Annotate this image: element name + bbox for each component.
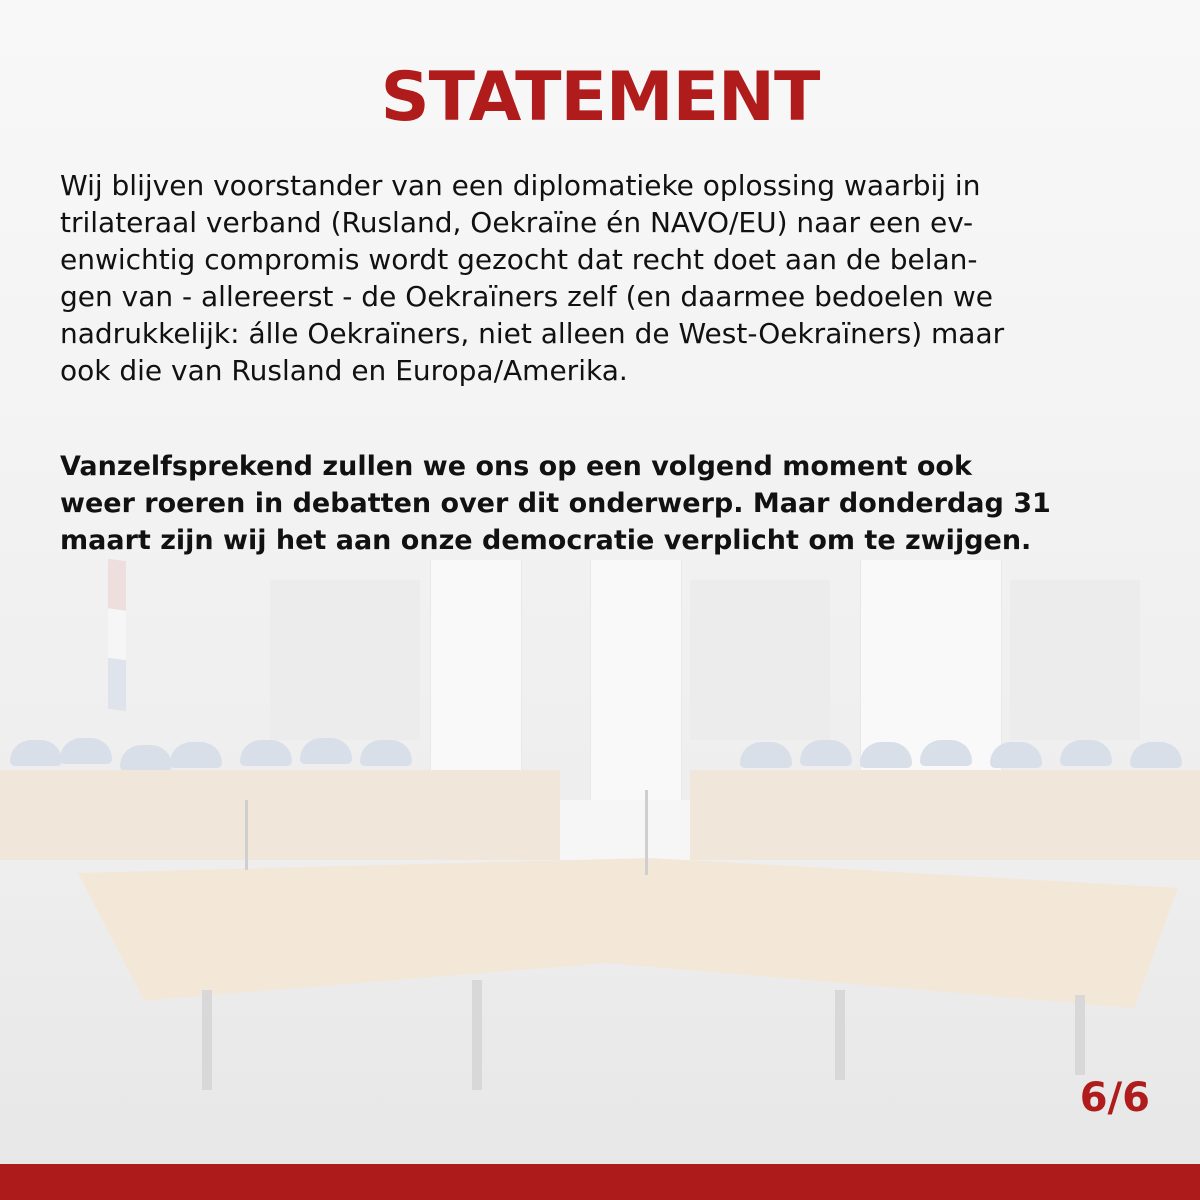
background-seat: [800, 740, 852, 766]
paragraph-line: maart zijn wij het aan onze democratie verplicht om te zwijgen.: [60, 525, 1032, 556]
background-seat: [60, 738, 112, 764]
statement-title: STATEMENT: [380, 58, 820, 137]
background-wall-panel: [270, 580, 420, 740]
background-seat: [240, 740, 292, 766]
paragraph-line: ook die van Rusland en Europa/Amerika.: [60, 354, 628, 387]
background-table-leg: [202, 990, 212, 1090]
background-desk-row: [0, 770, 560, 865]
background-table-leg: [1075, 995, 1085, 1075]
background-microphone: [645, 790, 648, 875]
paragraph-line: nadrukkelijk: álle Oekraïners, niet alleen de West-Oekraïners) maar: [60, 317, 1005, 350]
background-seat: [740, 742, 792, 768]
background-seat: [860, 742, 912, 768]
page-counter: 6/6: [1079, 1075, 1150, 1121]
background-desk-row: [690, 770, 1200, 860]
background-wall-panel: [1010, 580, 1140, 740]
background-seat: [300, 738, 352, 764]
background-seat: [1060, 740, 1112, 766]
paragraph-line: enwichtig compromis wordt gezocht dat recht doet aan de belan-: [60, 243, 978, 276]
background-seat: [1130, 742, 1182, 768]
footer-bar: [0, 1164, 1200, 1200]
statement-paragraph: [60, 167, 1150, 389]
background-seat: [10, 740, 62, 766]
background-pillar: [430, 560, 522, 800]
background-seat: [990, 742, 1042, 768]
background-seat: [360, 740, 412, 766]
background-seat: [170, 742, 222, 768]
paragraph-line: Wij blijven voorstander van een diplomatieke oplossing waarbij in: [60, 169, 981, 202]
background-table-leg: [835, 990, 845, 1080]
background-flag: [108, 559, 126, 712]
background-table-leg: [472, 980, 482, 1090]
paragraph-line: trilateraal verband (Rusland, Oekraïne én NAVO/EU) naar een ev-: [60, 206, 974, 239]
background-pillar: [590, 560, 682, 800]
paragraph-line: Vanzelfsprekend zullen we ons op een volgend moment ook: [60, 451, 972, 482]
background-wall-panel: [690, 580, 830, 740]
background-seat: [920, 740, 972, 766]
background-seat: [120, 745, 172, 771]
paragraph-line: weer roeren in debatten over dit onderwerp. Maar donderdag 31: [60, 488, 1051, 519]
statement-bold-paragraph: [60, 448, 1150, 559]
paragraph-line: gen van - allereerst - de Oekraïners zelf (en daarmee bedoelen we: [60, 280, 994, 313]
background-microphone: [245, 800, 248, 870]
